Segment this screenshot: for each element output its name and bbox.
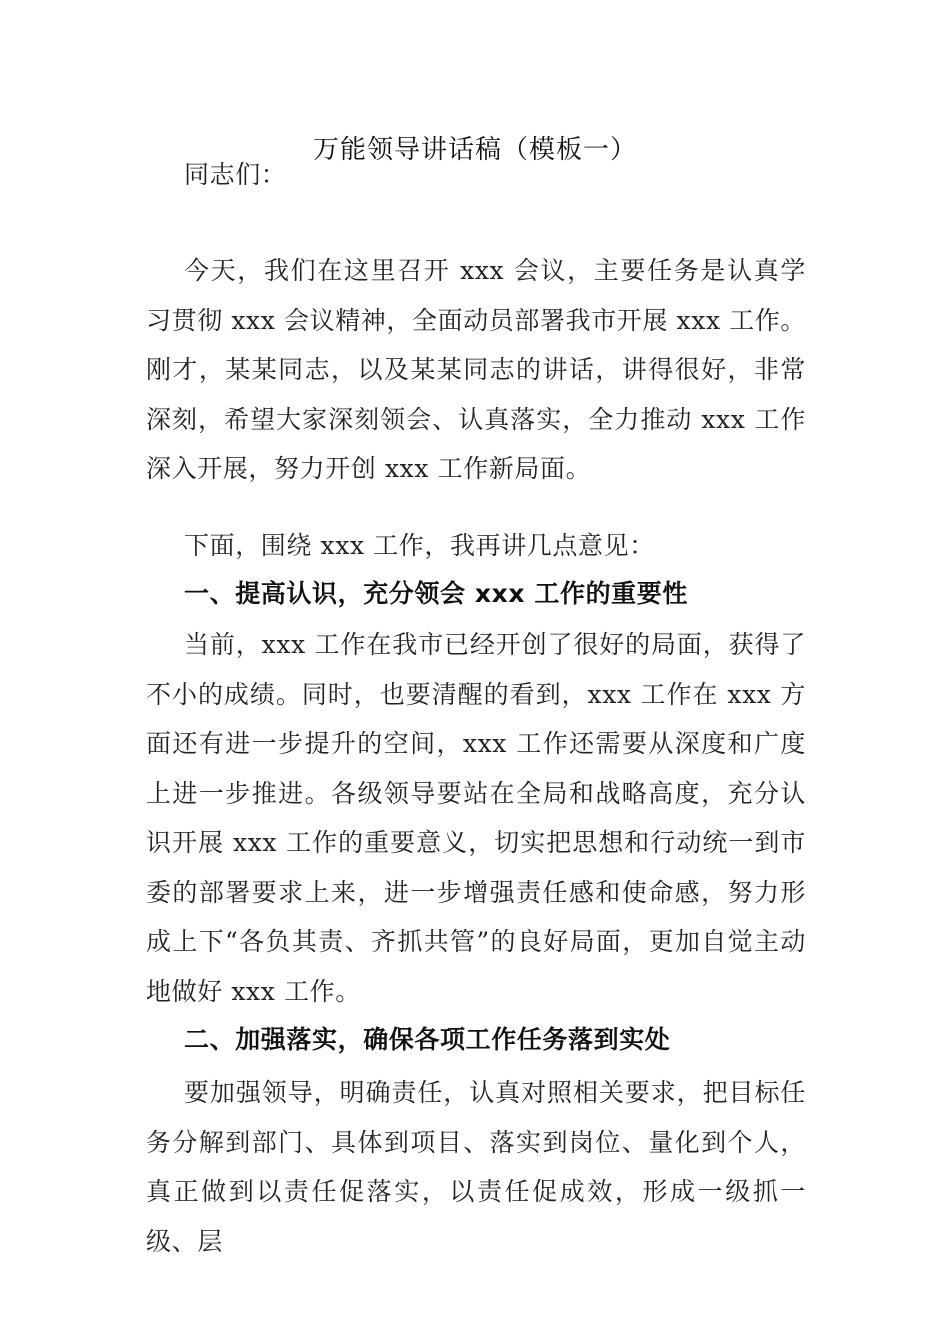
section-2-body: 要加强领导，明确责任，认真对照相关要求，把目标任务分解到部门、具体到项目、落实到岗位、量化到个人，真正做到以责任促落实，以责任促成效，形成一级抓一级、层	[146, 1078, 806, 1256]
greeting: 同志们：	[184, 160, 287, 189]
transition-paragraph: 下面，围绕 xxx 工作，我再讲几点意见：	[184, 531, 655, 560]
section-1-body: 当前，xxx 工作在我市已经开创了很好的局面，获得了不小的成绩。同时，也要清醒的看到，xxx 工作在 xxx 方面还有进一步提升的空间，xxx 工作还需要从深度和广度上进一步推进。各级领导要站在全局和战略高度，充分认识开展 xxx 工作的重要意义，切实把思想和行动统一到市委的部署要求上来，进一步增强责任感和使命感，努力形成上下“各负其责、齐抓共管”的良好局面，更加自觉主动地做好 xxx 工作。	[146, 630, 806, 1006]
document-title: 万能领导讲话稿（模板一）	[312, 135, 637, 165]
section-1-heading: 一、提高认识，充分领会 xxx 工作的重要性	[184, 579, 688, 608]
opening-paragraph: 今天，我们在这里召开 xxx 会议，主要任务是认真学习贯彻 xxx 会议精神，全面动员部署我市开展 xxx 工作。刚才，某某同志，以及某某同志的讲话，讲得很好，非常深刻，希望大家深刻领会、认真落实，全力推动 xxx 工作深入开展，努力开创 xxx 工作新局面。	[146, 256, 806, 483]
section-2-heading: 二、加强落实，确保各项工作任务落到实处	[184, 1025, 671, 1054]
